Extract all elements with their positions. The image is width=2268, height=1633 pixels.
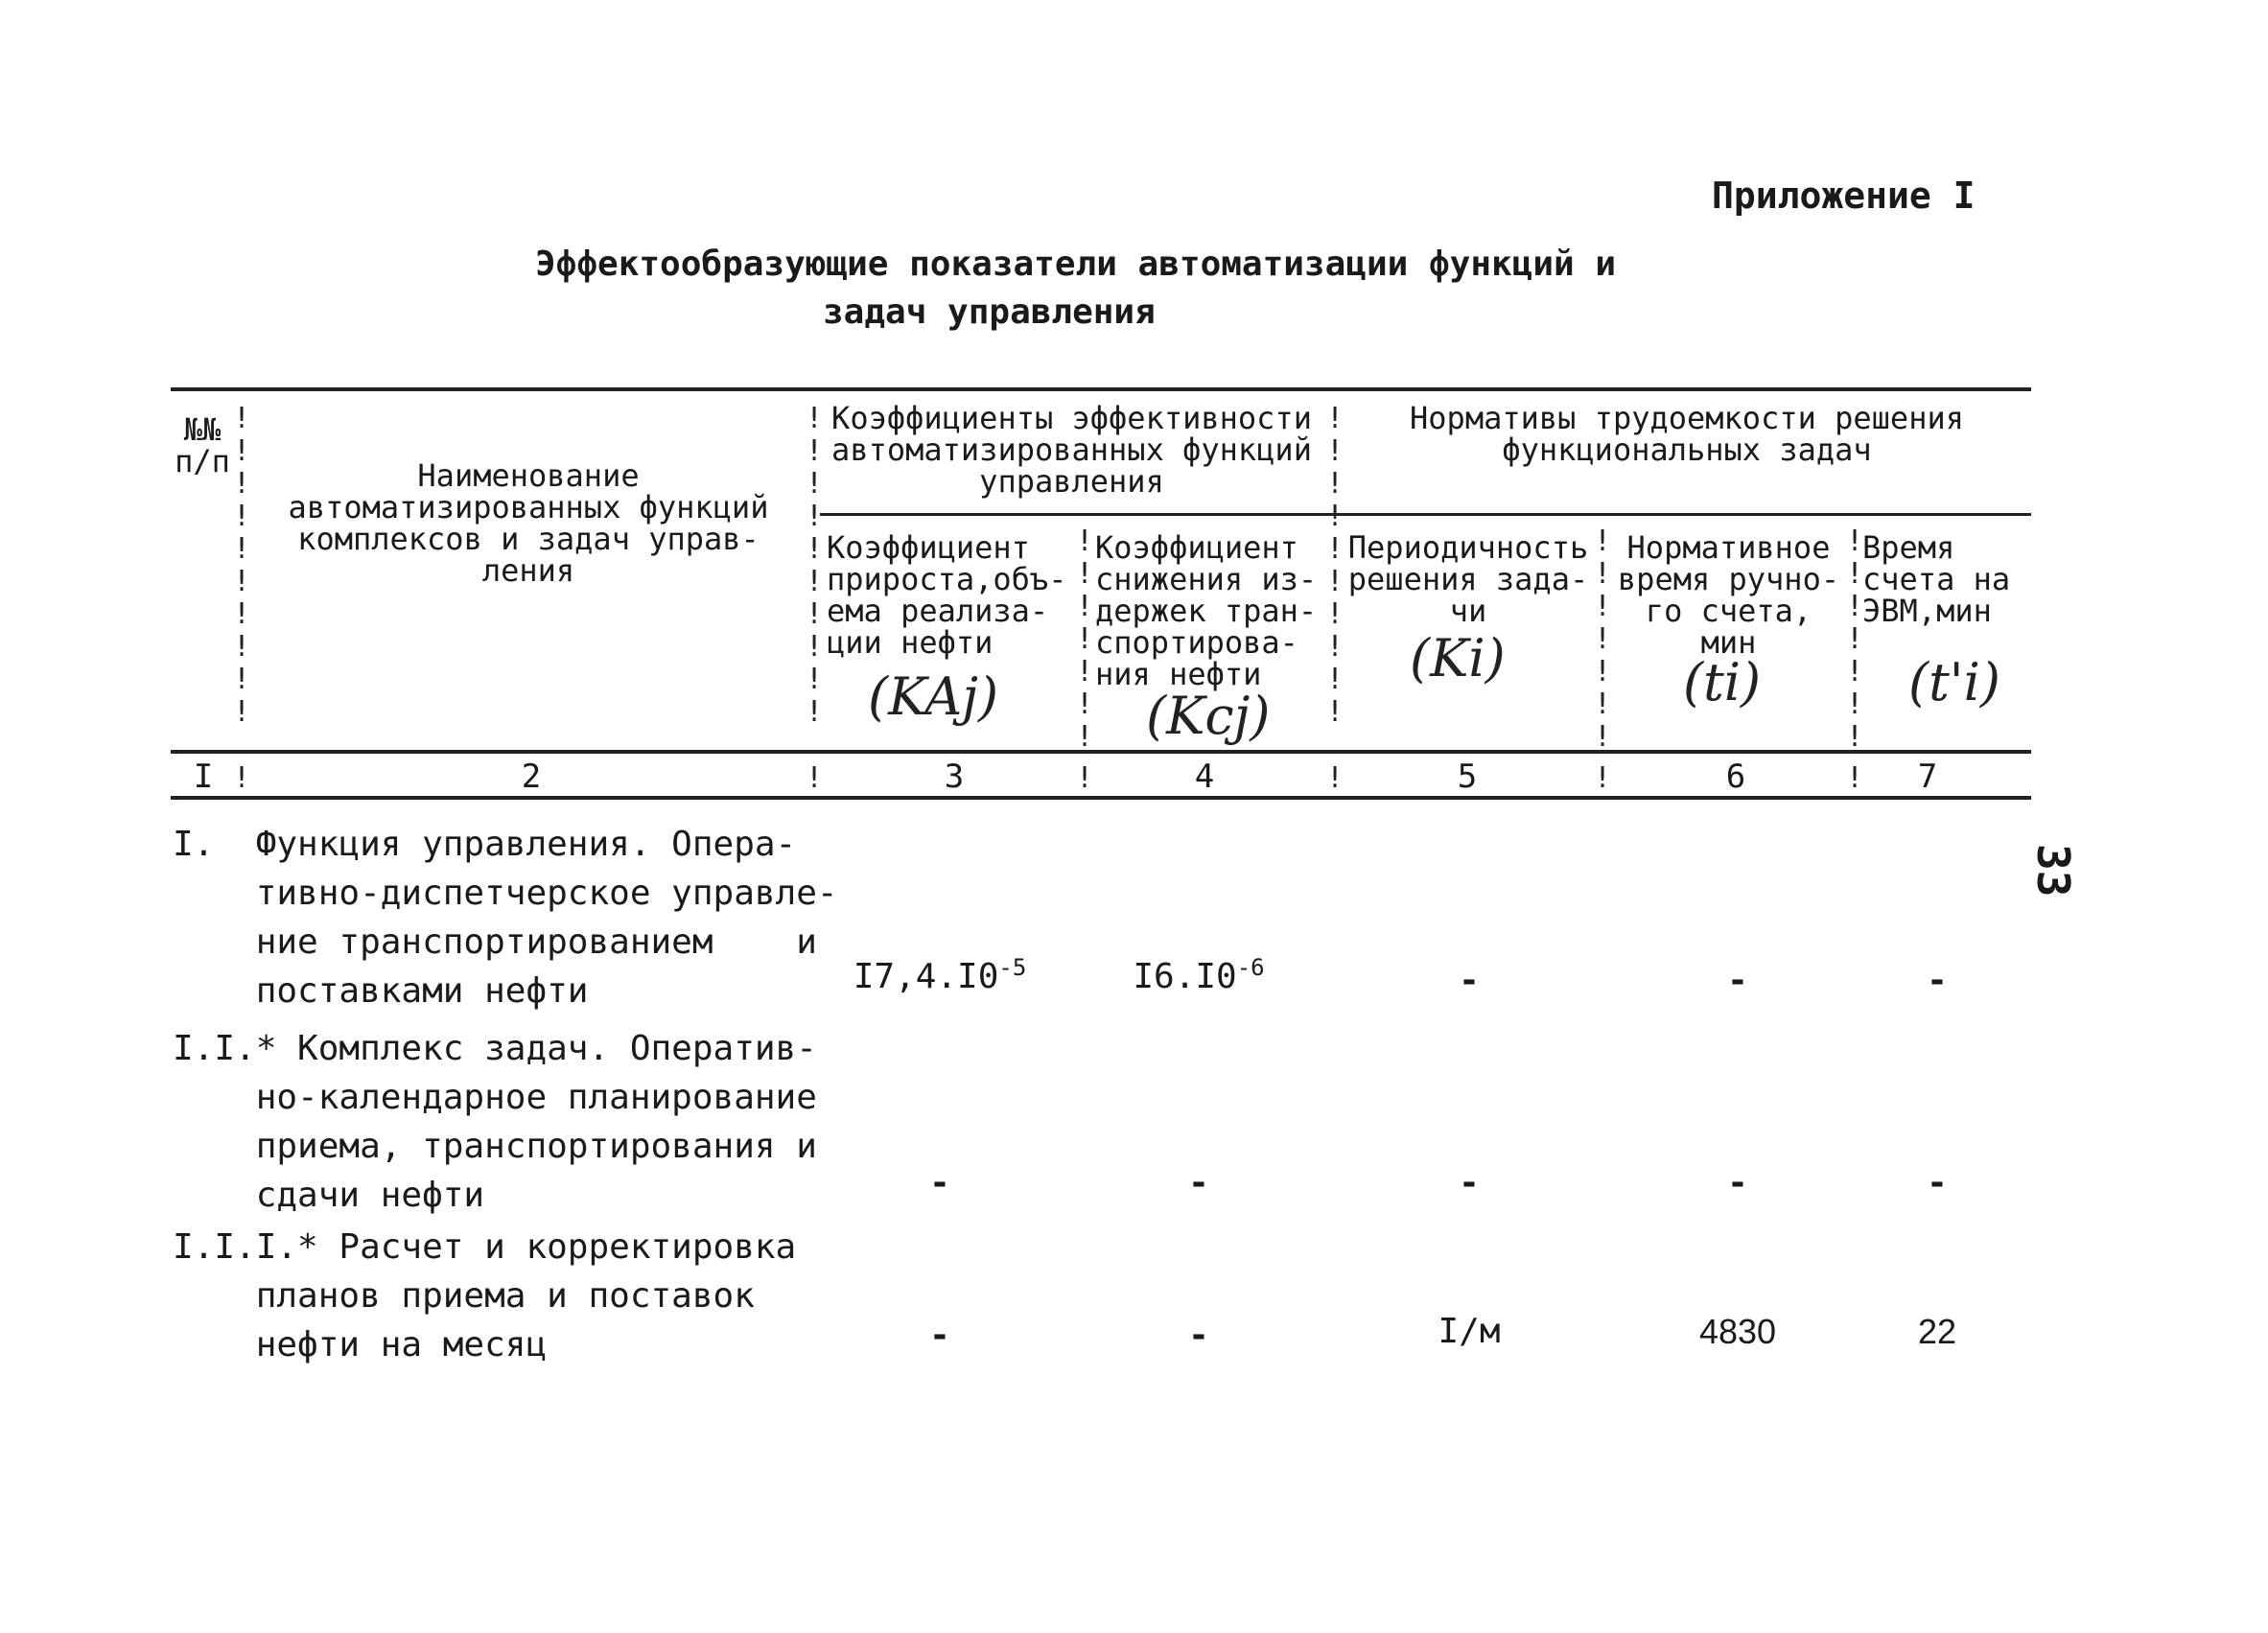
table-row-1-col4: $I6.I0^{-6}$ (1133, 954, 1265, 996)
table-row-3-col6: 4830 (1698, 1312, 1777, 1351)
column-numbers-separators: ! (806, 761, 824, 795)
table-row-3-name: I.I.I.* Расчет и корректировка планов приема и поставок нефти на месяц (173, 1227, 797, 1365)
document-title-line-1: Эффектообразующие показатели автоматизации функций и (535, 245, 1617, 284)
table-row-1-col3: $I7,4.I0^{-5}$ (853, 954, 1027, 996)
separator-col5: ! ! ! ! ! ! ! (1594, 525, 1612, 754)
symbol-t-prime-i: (t'i) (1908, 652, 2000, 712)
column-number-6: 6 (1725, 758, 1746, 796)
separator-col3: ! ! ! ! ! ! ! (1076, 525, 1094, 754)
table-row-2-name: I.I.* Комплекс задач. Оператив- но-календарное планирование приема, транспортирования и сдачи нефти (173, 1029, 817, 1215)
column-numbers-separators: ! (1076, 761, 1094, 795)
column-numbers-separators: ! (1846, 761, 1864, 795)
column-numbers-separators: ! (233, 761, 251, 795)
table-row-1-name: I. Функция управления. Опера- тивно-диспетчерское управле- ние транспортированием и поставками нефти (173, 825, 838, 1011)
table-row-3-col5: I/м (1438, 1312, 1501, 1351)
table-row-2-col4: - (1188, 1163, 1209, 1202)
column-numbers-bottom-rule (171, 796, 2031, 800)
symbol-k-aj: (KAj) (868, 666, 999, 727)
separator-col1: ! ! ! ! ! ! ! ! ! ! (233, 402, 251, 729)
column-header-6: Нормативное время ручно- го счета, мин (1617, 529, 1840, 661)
column-numbers-separators: ! (1326, 761, 1344, 795)
group-divider-rule (820, 513, 2031, 516)
column-header-number: №№ п/п (175, 411, 230, 479)
symbol-k-cj: (Kcj) (1146, 686, 1271, 746)
table-row-2-col3: - (929, 1163, 950, 1202)
column-header-3: Коэффициент прироста,объ- ема реализа- ции нефти (827, 529, 1067, 661)
column-number-1: I (193, 758, 214, 796)
table-row-2-col5: - (1459, 1163, 1480, 1202)
header-bottom-rule (171, 750, 2031, 754)
group-header-coefficients: Коэффициенты эффективности автоматизированных функций управления (831, 400, 1312, 500)
column-header-7: Время счета на ЭВМ,мин (1862, 529, 2011, 629)
column-number-3: 3 (944, 758, 965, 796)
table-row-1-col6: - (1727, 961, 1748, 1000)
column-numbers-separators: ! (1594, 761, 1612, 795)
column-number-5: 5 (1457, 758, 1478, 796)
table-row-2-col7: - (1927, 1163, 1948, 1202)
symbol-k-i: (Ki) (1410, 628, 1506, 688)
column-number-4: 4 (1194, 758, 1215, 796)
column-header-4: Коэффициент снижения из- держек тран- спортирова- ния нефти (1095, 529, 1318, 692)
table-row-1-col7: - (1927, 961, 1948, 1000)
table-top-rule (171, 387, 2031, 391)
table-row-3-col7: 22 (1917, 1312, 1957, 1351)
separator-col2: ! ! ! ! ! ! ! ! ! ! (806, 402, 824, 729)
table-row-1-col5: - (1459, 961, 1480, 1000)
symbol-t-i: (ti) (1683, 652, 1762, 712)
table-row-3-col4: - (1188, 1316, 1209, 1355)
table-row-3-col3: - (929, 1316, 950, 1355)
separator-col4: ! ! ! ! ! ! ! ! ! ! (1326, 402, 1344, 729)
column-header-5: Периодичность решения зада- чи (1347, 529, 1589, 629)
column-number-7: 7 (1917, 758, 1938, 796)
column-number-2: 2 (521, 758, 542, 796)
column-header-name: Наименование автоматизированных функций комплексов и задач управ- ления (288, 457, 769, 589)
table-row-2-col6: - (1727, 1163, 1748, 1202)
page-number: 33 (2027, 844, 2079, 898)
appendix-label: Приложение I (1712, 175, 1976, 217)
document-title-line-2: задач управления (823, 292, 1156, 332)
group-header-norms: Нормативы трудоемкости решения функциональных задач (1410, 400, 1964, 468)
separator-col6: ! ! ! ! ! ! ! (1846, 525, 1864, 754)
